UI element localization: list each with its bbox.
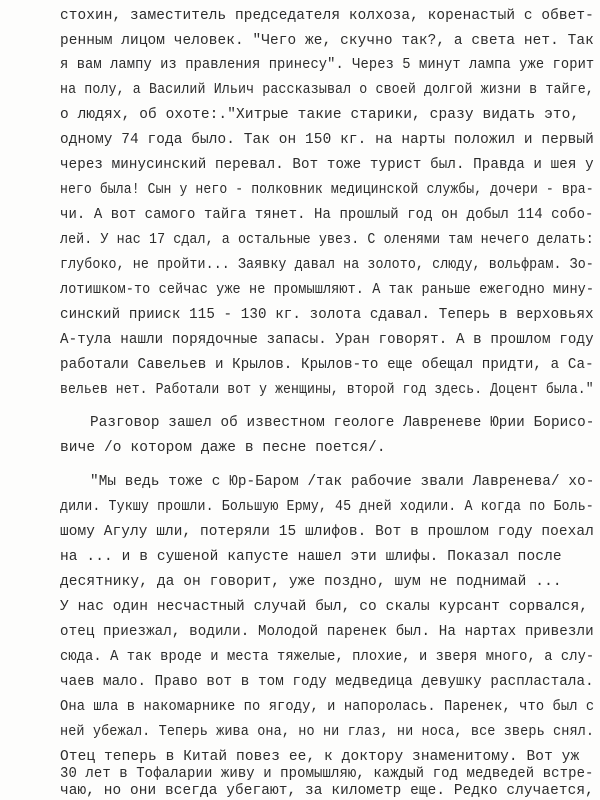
text-line: вельев нет. Работали вот у женщины, второй год здесь. Доцент была." [60,382,594,398]
text-line: через минусинский перевал. Вот тоже турист был. Правда и шея у [60,157,594,173]
text-line: А-тула нашли порядочные запасы. Уран говорят. А в прошлом году [60,332,594,348]
text-line: работали Савельев и Крылов. Крылов-то еще обещал придти, а Са- [60,357,594,373]
text-line: чаев мало. Право вот в том году медведица девушку распластала. [60,674,594,690]
text-line: лей. У нас 17 сдал, а остальные увез. С оленями там нечего делать: [60,232,594,248]
text-line: виче /о котором даже в песне поется/. [60,440,386,456]
text-line: ней убежал. Теперь жива она, но ни глаз, ни носа, все зверь снял. [60,724,595,740]
text-line: шому Агулу шли, потеряли 15 шлифов. Вот в прошлом году поехал [60,524,594,540]
text-line: отец приезжал, водили. Молодой паренек был. На нартах привезли [60,624,594,640]
text-line: дили. Тукшу прошли. Большую Ерму, 45 дней ходили. А когда по Боль- [60,499,594,515]
text-line: ренным лицом человек. "Чего же, скучно так?, а света нет. Так [60,33,594,49]
paragraph-first-line: Разговор зашел об известном геологе Лавреневе Юрии Борисо- [90,415,595,431]
text-line: на ... и в сушеной капусте нашел эти шлифы. Показал после [60,549,562,565]
text-line: лотишком-то сейчас уже не промышляют. А так раньше ежегодно мину- [60,282,595,298]
paragraph-first-line: "Мы ведь тоже с Юр-Баром /так рабочие звали Лавренева/ хо- [90,474,595,490]
text-line: глубоко, не пройти... Заявку давал на золото, слюду, вольфрам. Зо- [60,257,594,273]
text-line: 30 лет в Тофаларии живу и промышляю, каждый год медведей встре- [60,766,594,782]
text-line: десятнику, да он говорит, уже поздно, шум не поднимай ... [60,574,562,590]
text-line: Отец теперь в Китай повез ее, к доктору знаменитому. Вот уж [60,749,580,765]
text-line: него была! Сын у него - полковник медицинской службы, дочери - вра- [60,182,594,198]
text-line: я вам лампу из правления принесу". Через 5 минут лампа уже горит [60,57,595,73]
text-line: У нас один несчастный случай был, со скалы курсант сорвался, [60,599,589,615]
text-line: Она шла в накомарнике по ягоду, и напоролась. Паренек, что был с [60,699,595,715]
text-line: стохин, заместитель председателя колхоза, коренастый с обвет- [60,8,594,24]
text-line: чи. А вот самого тайга тянет. На прошлый год он добыл 114 собо- [60,207,594,223]
text-line: чаю, но они всегда убегают, за километр еще. Редко случается, [60,783,594,799]
text-line: на полу, а Василий Ильич рассказывал о своей долгой жизни в тайге, [60,82,594,98]
text-line: сюда. А так вроде и места тяжелые, плохие, и зверя много, а слу- [60,649,595,665]
text-line: синский прииск 115 - 130 кг. золота сдавал. Теперь в верховьях [60,307,594,323]
text-line: одному 74 года было. Так он 150 кг. на нарты положил и первый [60,132,594,148]
text-line: о людях, об охоте:."Хитрые такие старики, сразу видать это, [60,107,580,123]
